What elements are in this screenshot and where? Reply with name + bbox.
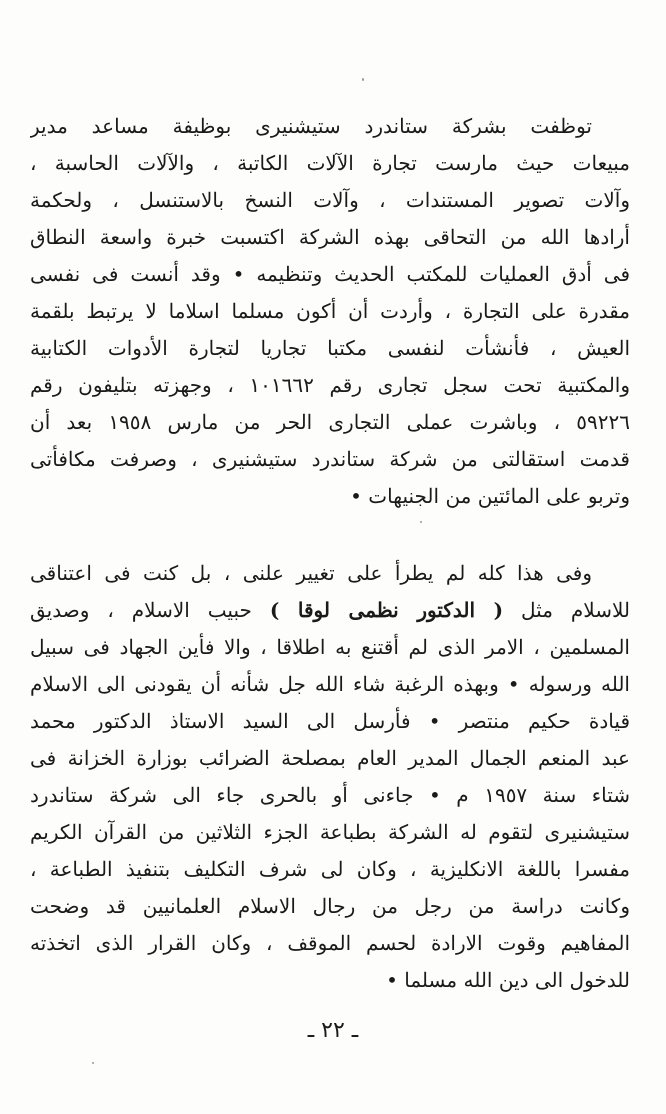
- text-line: ستيشنيرى لتقوم له الشركة بطباعة الجزء الثلاثين من القرآن الكريم: [30, 820, 630, 844]
- text-line: شتاء سنة ١٩٥٧ م • جاءنى أو بالحرى جاء الى شركة ستاندرد: [30, 783, 630, 807]
- text-line: وكانت دراسة من رجل من رجال الاسلام العلمانيين قد وضحت: [30, 894, 630, 918]
- print-speck: [92, 1062, 94, 1064]
- text-line: أرادها الله من التحاقى بهذه الشركة اكتسبت خبرة واسعة النطاق: [30, 225, 630, 249]
- text-segment: حبيب الاسلام ، وصديق: [30, 598, 270, 622]
- page-number: ـ ٢٢ ـ: [307, 1018, 359, 1043]
- paragraph-1: [30, 108, 630, 515]
- text-line: العيش ، فأنشأت لنفسى مكتبا تجاريا لتجارة الأدوات الكتابية: [30, 336, 630, 360]
- text-line: الله ورسوله • وبهذه الرغبة شاء الله جل شأنه أن يقودنى الى الاسلام: [30, 672, 630, 696]
- text-line: توظفت بشركة ستاندرد ستيشنيرى بوظيفة مساعد مدير: [30, 114, 592, 138]
- text-line: عبد المنعم الجمال المدير العام بمصلحة الضرائب بوزارة الخزانة فى: [30, 746, 630, 770]
- text-line: مفسرا باللغة الانكليزية ، وكان لى شرف التكليف بتنفيذ الطباعة ،: [30, 857, 630, 881]
- bold-name: ( الدكتور نظمى لوقا ): [269, 598, 504, 622]
- text-line: وفى هذا كله لم يطرأ على تغيير علنى ، بل كنت فى اعتناقى: [30, 561, 592, 585]
- text-line: ٥٩٢٢٦ ، وباشرت عملى التجارى الحر من مارس ١٩٥٨ بعد أن: [30, 410, 630, 434]
- text-line: فى أدق العمليات للمكتب الحديث وتنظيمه • وقد أنست فى نفسى: [30, 262, 630, 286]
- text-line: للدخول الى دين الله مسلما •: [386, 968, 630, 992]
- text-line: المسلمين ، الامر الذى لم أقتنع به اطلاقا ، والا فأين الجهاد فى سبيل: [30, 635, 630, 659]
- text-line: مقدرة على التجارة ، وأردت أن أكون مسلما اسلاما لا يرتبط بلقمة: [30, 299, 630, 323]
- paragraph-2: [30, 555, 630, 999]
- text-line-with-bold-name: [30, 592, 630, 629]
- text-line: المفاهيم وقوت الارادة لحسم الموقف ، وكان القرار الذى اتخذته: [30, 931, 630, 955]
- text-line: والمكتبية تحت سجل تجارى رقم ١٠١٦٦٢ ، وجهزته بتليفون رقم: [30, 373, 630, 397]
- text-line: مبيعات حيث مارست تجارة الآلات الكاتبة ، والآلات الحاسبة ،: [30, 151, 630, 175]
- text-line: قيادة حكيم منتصر • فأرسل الى السيد الاستاذ الدكتور محمد: [30, 709, 630, 733]
- text-line: وآلات تصوير المستندات ، وآلات النسخ بالاستنسل ، ولحكمة: [30, 188, 630, 212]
- text-line: قدمت استقالتى من شركة ستاندرد ستيشنيرى ، وصرفت مكافأتى: [30, 447, 630, 471]
- text-segment: للاسلام مثل: [503, 598, 630, 622]
- print-speck: [362, 78, 364, 81]
- text-line: وتربو على المائتين من الجنيهات •: [350, 484, 630, 508]
- print-speck: [420, 521, 422, 523]
